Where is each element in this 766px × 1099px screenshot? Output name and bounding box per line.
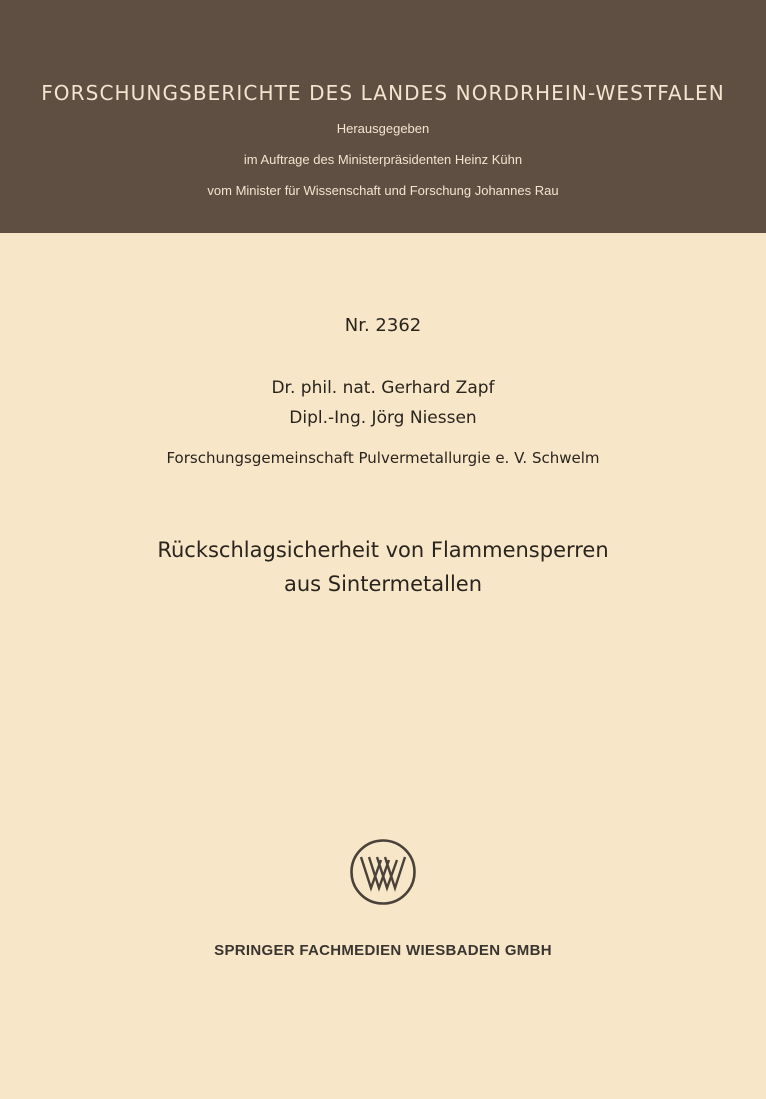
author-name: Dipl.-Ing. Jörg Niessen	[289, 408, 477, 428]
series-header-band	[0, 0, 766, 233]
book-title-line: aus Sintermetallen	[283, 572, 483, 596]
publisher-name: SPRINGER FACHMEDIEN WIESBADEN GMBH	[214, 942, 552, 959]
series-title: FORSCHUNGSBERICHTE DES LANDES NORDRHEIN-WESTFALEN	[41, 81, 725, 105]
book-title-line: Rückschlagsicherheit von Flammensperren	[157, 538, 609, 562]
author-institution: Forschungsgemeinschaft Pulvermetallurgie e. V. Schwelm	[166, 449, 600, 467]
editor-line-commissioned-by: im Auftrage des Ministerpräsidenten Heinz Kühn	[243, 152, 523, 167]
author-name: Dr. phil. nat. Gerhard Zapf	[271, 378, 495, 398]
editor-line-minister: vom Minister für Wissenschaft und Forschung Johannes Rau	[207, 183, 559, 198]
editor-line-published-by: Herausgegeben	[336, 121, 430, 136]
publisher-logo-icon	[349, 838, 417, 906]
report-number: Nr. 2362	[344, 315, 422, 336]
